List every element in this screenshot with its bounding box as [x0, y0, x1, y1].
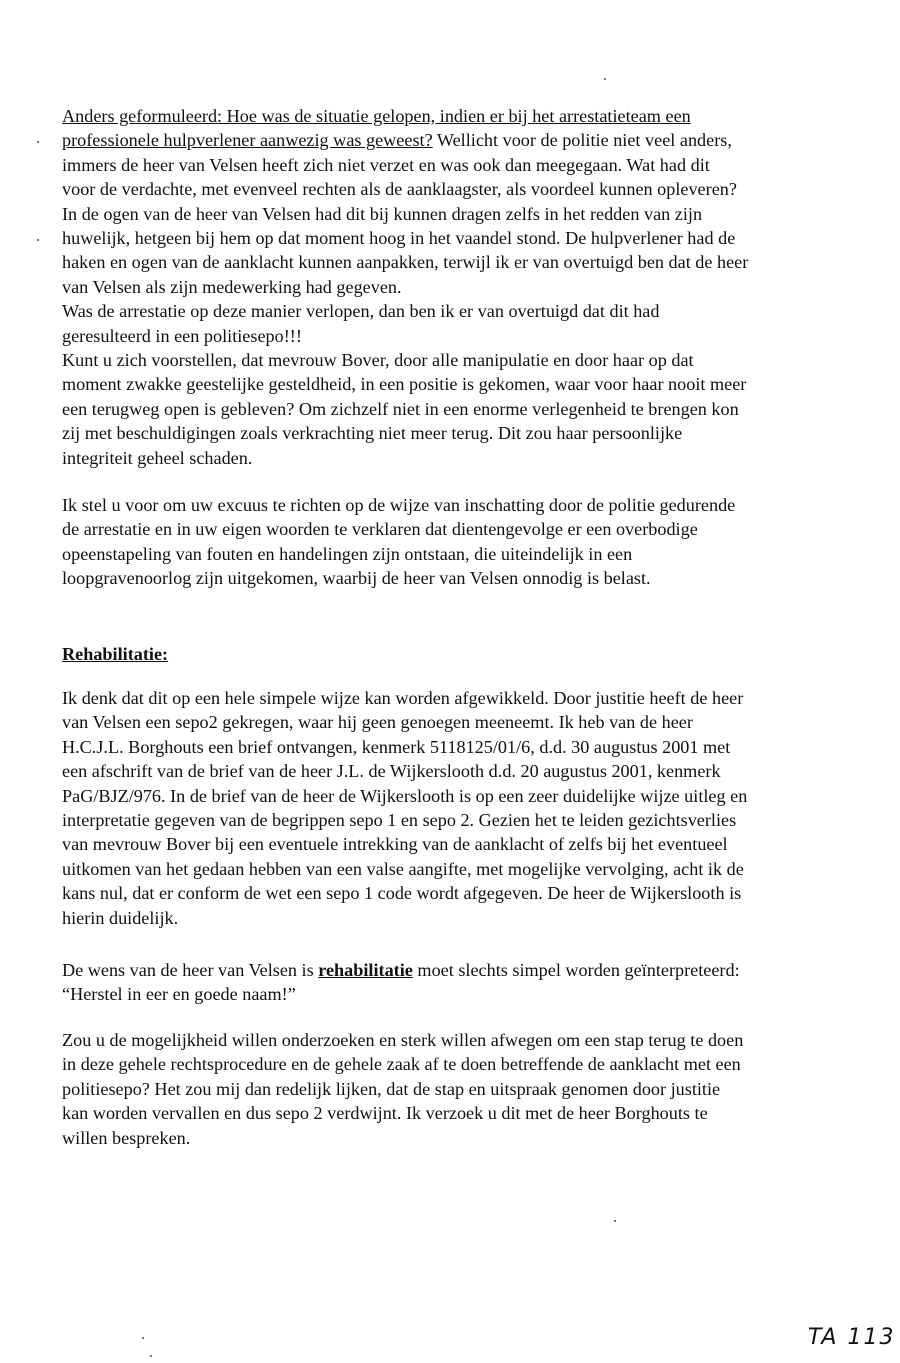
text-line: geresulteerd in een politiesepo!!! [62, 325, 302, 346]
text-line: van Velsen een sepo2 gekregen, waar hij geen genoegen meeneemt. Ik heb van de heer [62, 712, 693, 733]
scan-speck [37, 239, 39, 241]
wish-line [62, 958, 852, 982]
text-line: loopgravenoorlog zijn uitgekomen, waarbij de heer van Velsen onnodig is belast. [62, 568, 651, 589]
text-line: in deze gehele rechtsprocedure en de gehele zaak af te doen betreffende de aanklacht met een [62, 1054, 741, 1075]
text-line: van mevrouw Bover bij een eventuele intrekking van de aanklacht of zelfs bij het eventueel [62, 834, 728, 855]
text-line: Ik stel u voor om uw excuus te richten op de wijze van inschatting door de politie gedurende [62, 495, 736, 515]
text-line: een afschrift van de brief van de heer J.L. de Wijkerslooth d.d. 20 augustus 2001, kenmerk [62, 761, 721, 782]
text-line: politiesepo? Het zou mij dan redelijk lijken, dat de stap en uitspraak genomen door justitie [62, 1078, 721, 1099]
paragraph-wish [62, 958, 852, 1007]
text-line: hierin duidelijk. [62, 907, 179, 928]
text-line: H.C.J.L. Borghouts een brief ontvangen, kenmerk 5118125/01/6, d.d. 30 augustus 2001 met [62, 736, 731, 757]
quote-line: “Herstel in eer en goede naam!” [62, 984, 296, 1005]
handwritten-page-reference: TA 113 [808, 1325, 896, 1350]
text-line: voor de verdachte, met evenveel rechten als de aanklaagster, als voordeel kunnen opleveren? [62, 179, 737, 200]
text-line: kans nul, dat er conform de wet een sepo 1 code wordt afgegeven. De heer de Wijkerslooth is [62, 883, 742, 904]
text-line: integriteit geheel schaden. [62, 447, 253, 468]
text-fragment: moet slechts simpel worden geïnterpreteerd: [412, 960, 740, 980]
text-line: Kunt u zich voorstellen, dat mevrouw Bover, door alle manipulatie en door haar op dat [62, 350, 694, 371]
text-line: uitkomen van het gedaan hebben van een valse aangifte, met mogelijke vervolging, acht ik de [62, 858, 744, 879]
text-line: moment zwakke geestelijke gesteldheid, in een positie is gekomen, waar voor haar nooit meer [62, 374, 747, 395]
text-line: opeenstapeling van fouten en handelingen zijn ontstaan, die uiteindelijk in een [62, 543, 633, 564]
text-line: een terugweg open is gebleven? Om zichzelf niet in een enorme verlegenheid te brengen kon [62, 398, 739, 419]
paragraph-situation [62, 104, 852, 470]
underlined-question-line-2: professionele hulpverlener aanwezig was geweest? [62, 130, 433, 151]
scan-speck [604, 78, 606, 80]
question-line-2 [62, 128, 852, 152]
text-line: Zou u de mogelijkheid willen onderzoeken en sterk willen afwegen om een stap terug te doen [62, 1030, 744, 1050]
text-line: PaG/BJZ/976. In de brief van de heer de Wijkerslooth is op een zeer duidelijke wijze uitleg en [62, 785, 748, 806]
text-line: van Velsen als zijn medewerking had gegeven. [62, 276, 402, 297]
text-line: huwelijk, hetgeen bij hem op dat moment hoog in het vaandel stond. De hulpverlener had de [62, 228, 736, 249]
text-line: de arrestatie en in uw eigen woorden te verklaren dat dientengevolge er een overbodige [62, 519, 698, 540]
text-line: kan worden vervallen en dus sepo 2 verdwijnt. Ik verzoek u dit met de heer Borghouts te [62, 1103, 708, 1124]
text-line: interpretatie gegeven van de begrippen sepo 1 en sepo 2. Gezien het te leiden gezichtsverlies [62, 810, 737, 831]
paragraph-excuse-request [62, 493, 852, 591]
scan-speck [150, 1355, 152, 1357]
paragraph-rehabilitation-details [62, 686, 852, 930]
scan-speck [142, 1337, 144, 1339]
text-line: Was de arrestatie op deze manier verlopen, dan ben ik er van overtuigd dat dit had [62, 301, 660, 322]
scan-speck [37, 141, 39, 143]
text-line: In de ogen van de heer van Velsen had dit bij kunnen dragen zelfs in het redden van zijn [62, 203, 703, 224]
heading-text: Rehabilitatie: [62, 644, 169, 664]
text-fragment: De wens van de heer van Velsen is [62, 960, 319, 980]
paragraph-request [62, 1028, 852, 1150]
text-line: immers de heer van Velsen heeft zich niet verzet en was ook dan meegegaan. Wat had dit [62, 154, 710, 175]
scan-speck [614, 1220, 616, 1222]
text-line: Ik denk dat dit op een hele simpele wijze kan worden afgewikkeld. Door justitie heeft de heer [62, 688, 744, 708]
text-line: haken en ogen van de aanklacht kunnen aanpakken, terwijl ik er van overtuigd ben dat de heer [62, 252, 749, 273]
emphasis-rehabilitatie: rehabilitatie [318, 960, 413, 980]
text-line: Wellicht voor de politie niet veel anders, [432, 130, 732, 151]
text-line: zij met beschuldigingen zoals verkrachting niet meer terug. Dit zou haar persoonlijke [62, 423, 683, 444]
text-line: willen bespreken. [62, 1127, 191, 1148]
underlined-question-line-1: Anders geformuleerd: Hoe was de situatie gelopen, indien er bij het arrestatieteam een [62, 106, 691, 126]
section-heading-rehabilitatie [62, 642, 852, 666]
